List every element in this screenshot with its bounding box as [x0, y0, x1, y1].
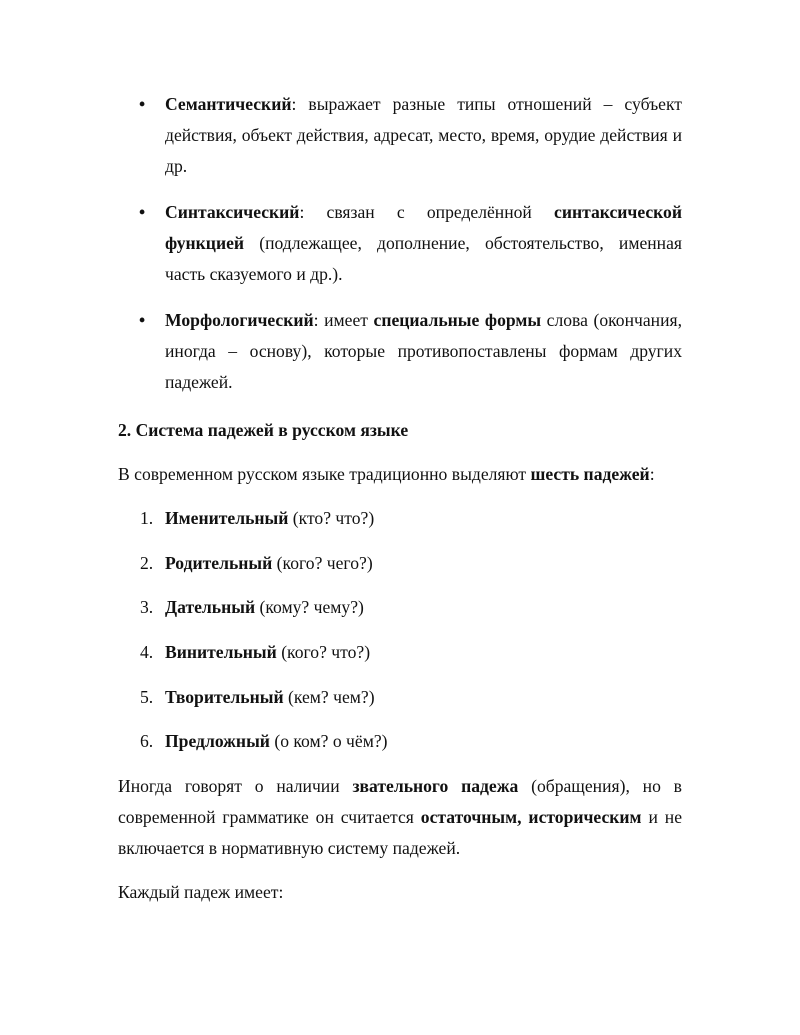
list-item-morphological — [118, 305, 682, 398]
case-question: (о ком? о чём?) — [269, 731, 388, 752]
case-question: (кто? что?) — [288, 508, 375, 528]
closing-paragraph: Каждый падеж имеет: — [118, 882, 284, 903]
vocative-bold-2: остаточным, историческим — [420, 807, 642, 828]
text-semantic: : выражает разные типы отношений – субъект действия, объект действия, адресат, место, время, орудие действия и др. — [165, 94, 682, 176]
list-item — [118, 548, 682, 579]
list-number: 3. — [140, 597, 154, 618]
section-heading: 2. Система падежей в русском языке — [118, 420, 409, 440]
list-number: 6. — [140, 731, 154, 752]
case-features-list — [118, 89, 682, 398]
list-item — [118, 682, 682, 713]
case-name: Именительный — [165, 508, 289, 528]
text-syntactic-1: : связан с определённой — [299, 202, 555, 222]
term-morphological: Морфологический — [165, 310, 314, 330]
list-item-semantic — [118, 89, 682, 182]
list-number: 5. — [140, 686, 154, 707]
case-name: Творительный — [165, 686, 284, 707]
vocative-paragraph — [118, 771, 682, 864]
case-name: Дательный — [165, 597, 256, 618]
cases-list — [118, 503, 682, 757]
intro-bold: шесть падежей — [530, 464, 650, 484]
case-name: Винительный — [165, 642, 277, 663]
case-name: Родительный — [165, 552, 273, 573]
document-page — [118, 89, 682, 921]
text-syntactic-2: (подлежащее, дополнение, обстоятельство, именная часть сказуемого и др.). — [165, 233, 682, 284]
case-question: (кого? что?) — [276, 642, 371, 663]
list-number: 1. — [140, 508, 154, 528]
list-number: 4. — [140, 642, 154, 663]
vocative-text-1: Иногда говорят о наличии — [118, 776, 353, 797]
vocative-bold-1: звательного падежа — [352, 776, 519, 797]
bold-syntactic-function: синтаксической функцией — [165, 202, 682, 253]
list-item — [118, 503, 682, 534]
list-item — [118, 592, 682, 623]
term-syntactic: Синтаксический — [165, 202, 300, 222]
case-question: (кого? чего?) — [272, 552, 373, 573]
text-morphological-1: : имеет — [313, 310, 374, 330]
list-item — [118, 637, 682, 668]
intro-paragraph — [118, 459, 682, 490]
intro-end: : — [649, 464, 655, 484]
case-question: (кем? чем?) — [283, 686, 375, 707]
case-question: (кому? чему?) — [255, 597, 364, 618]
text-morphological-2: слова (окончания, иногда – основу), которые противопоставлены формам других падежей. — [165, 310, 682, 392]
intro-text: В современном русском языке традиционно выделяют — [118, 464, 531, 484]
bold-special-forms: специальные формы — [373, 310, 542, 330]
vocative-text-2: (обращения), но в современной грамматике он считается — [118, 776, 682, 828]
term-semantic: Семантический — [165, 94, 292, 114]
list-item-syntactic — [118, 197, 682, 290]
vocative-text-3: и не включается в нормативную систему падежей. — [118, 807, 683, 859]
list-item — [118, 726, 682, 757]
list-number: 2. — [140, 552, 154, 573]
case-name: Предложный — [165, 731, 270, 752]
